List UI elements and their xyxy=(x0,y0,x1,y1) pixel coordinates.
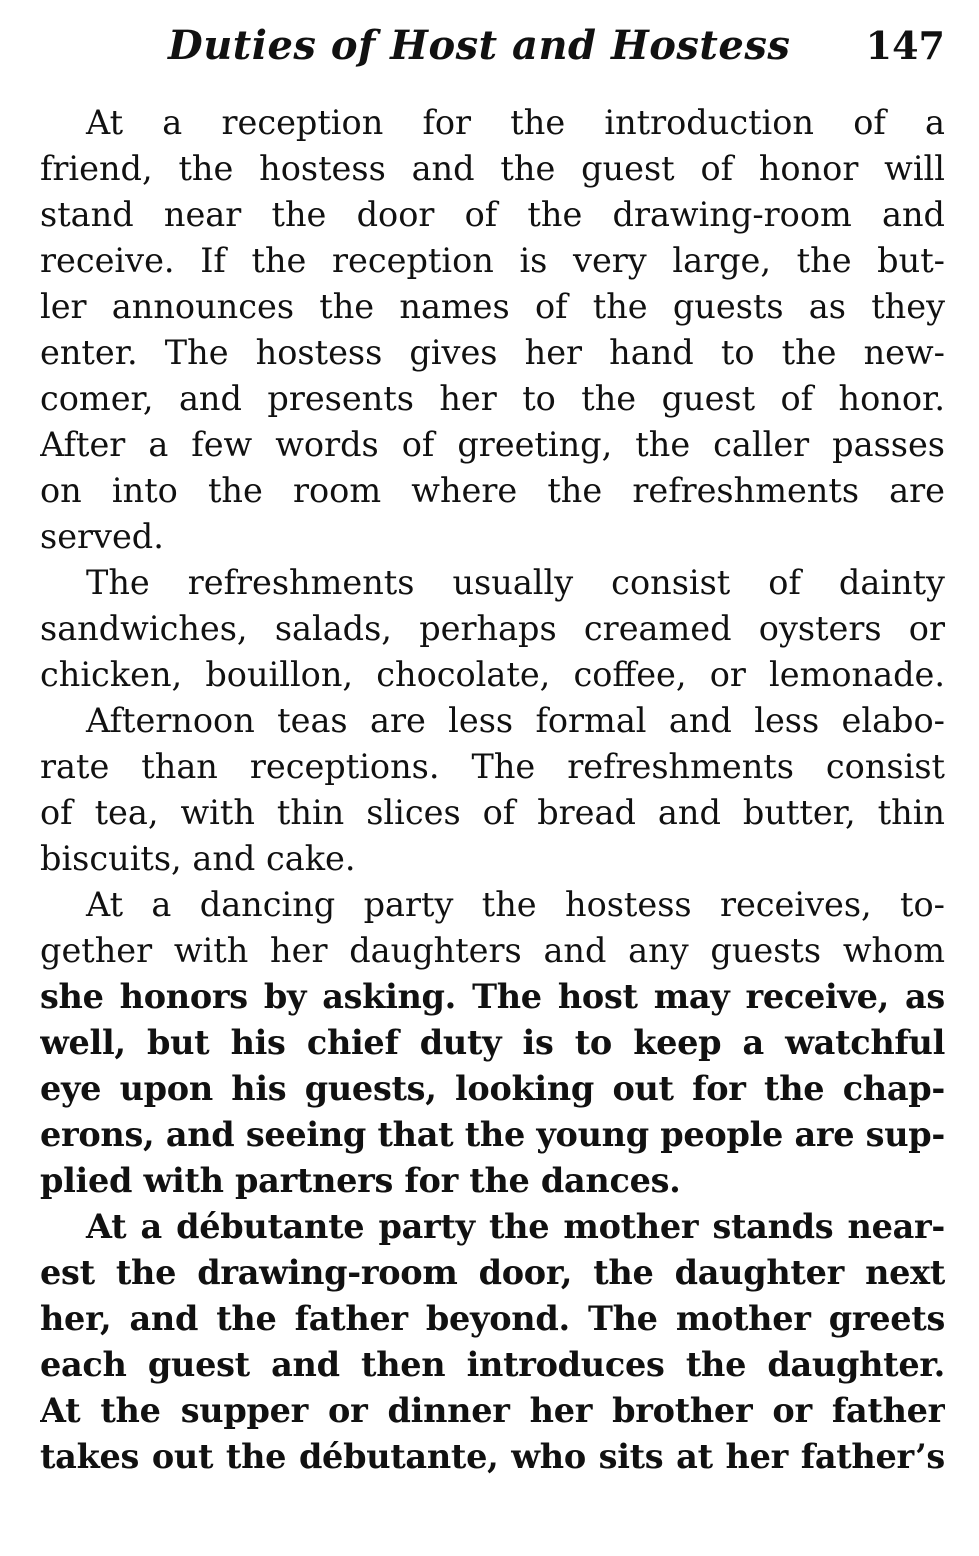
paragraph-debutante-party xyxy=(40,1204,945,1480)
text-line: her, and the father beyond. The mother greets xyxy=(40,1299,945,1338)
text-line: rate than receptions. The refreshments consist xyxy=(40,747,945,786)
text-line: At the supper or dinner her brother or father xyxy=(40,1391,945,1430)
paragraph-dancing-party xyxy=(40,882,945,1204)
text-line: est the drawing-room door, the daughter next xyxy=(40,1253,945,1292)
text-line: plied with partners for the dances. xyxy=(40,1161,681,1200)
text-line: At a débutante party the mother stands near- xyxy=(86,1207,945,1246)
text-line: comer, and presents her to the guest of honor. xyxy=(40,379,945,418)
text-line: erons, and seeing that the young people are sup- xyxy=(40,1115,945,1154)
text-line: of tea, with thin slices of bread and butter, thin xyxy=(40,793,945,832)
text-line: enter. The hostess gives her hand to the new- xyxy=(40,333,945,372)
page-number: 147 xyxy=(865,23,945,68)
text-line: well, but his chief duty is to keep a watchful xyxy=(40,1023,945,1062)
paragraph-refreshments xyxy=(40,560,945,698)
paragraph-afternoon-teas xyxy=(40,698,945,882)
text-line: Afternoon teas are less formal and less elabo- xyxy=(86,701,945,740)
text-line: gether with her daughters and any guests whom xyxy=(40,931,945,970)
text-line: At a reception for the introduction of a xyxy=(86,103,945,142)
text-line: she honors by asking. The host may receive, as xyxy=(40,977,945,1016)
paragraph-reception xyxy=(40,100,945,560)
text-line: each guest and then introduces the daughter. xyxy=(40,1345,945,1384)
text-line: ler announces the names of the guests as they xyxy=(40,287,945,326)
text-line: At a dancing party the hostess receives, to- xyxy=(86,885,945,924)
text-line: stand near the door of the drawing-room and xyxy=(40,195,945,234)
bold-print-block xyxy=(40,974,945,1204)
text-line: receive. If the reception is very large, the but- xyxy=(40,241,945,280)
running-head: Duties of Host and Hostess xyxy=(168,22,791,69)
text-line: The refreshments usually consist of dainty xyxy=(86,563,945,602)
text-line: biscuits, and cake. xyxy=(40,839,356,878)
text-line: chicken, bouillon, chocolate, coffee, or lemonade. xyxy=(40,655,945,694)
text-line: After a few words of greeting, the caller passes xyxy=(40,425,945,464)
page-header xyxy=(40,14,945,74)
text-line: eye upon his guests, looking out for the chap- xyxy=(40,1069,945,1108)
text-line: friend, the hostess and the guest of honor will xyxy=(40,149,945,188)
body-text xyxy=(40,100,945,1480)
text-line: sandwiches, salads, perhaps creamed oysters or xyxy=(40,609,945,648)
text-line: takes out the débutante, who sits at her father’s xyxy=(40,1437,945,1476)
text-line: served. xyxy=(40,517,164,556)
text-line: on into the room where the refreshments are xyxy=(40,471,945,510)
